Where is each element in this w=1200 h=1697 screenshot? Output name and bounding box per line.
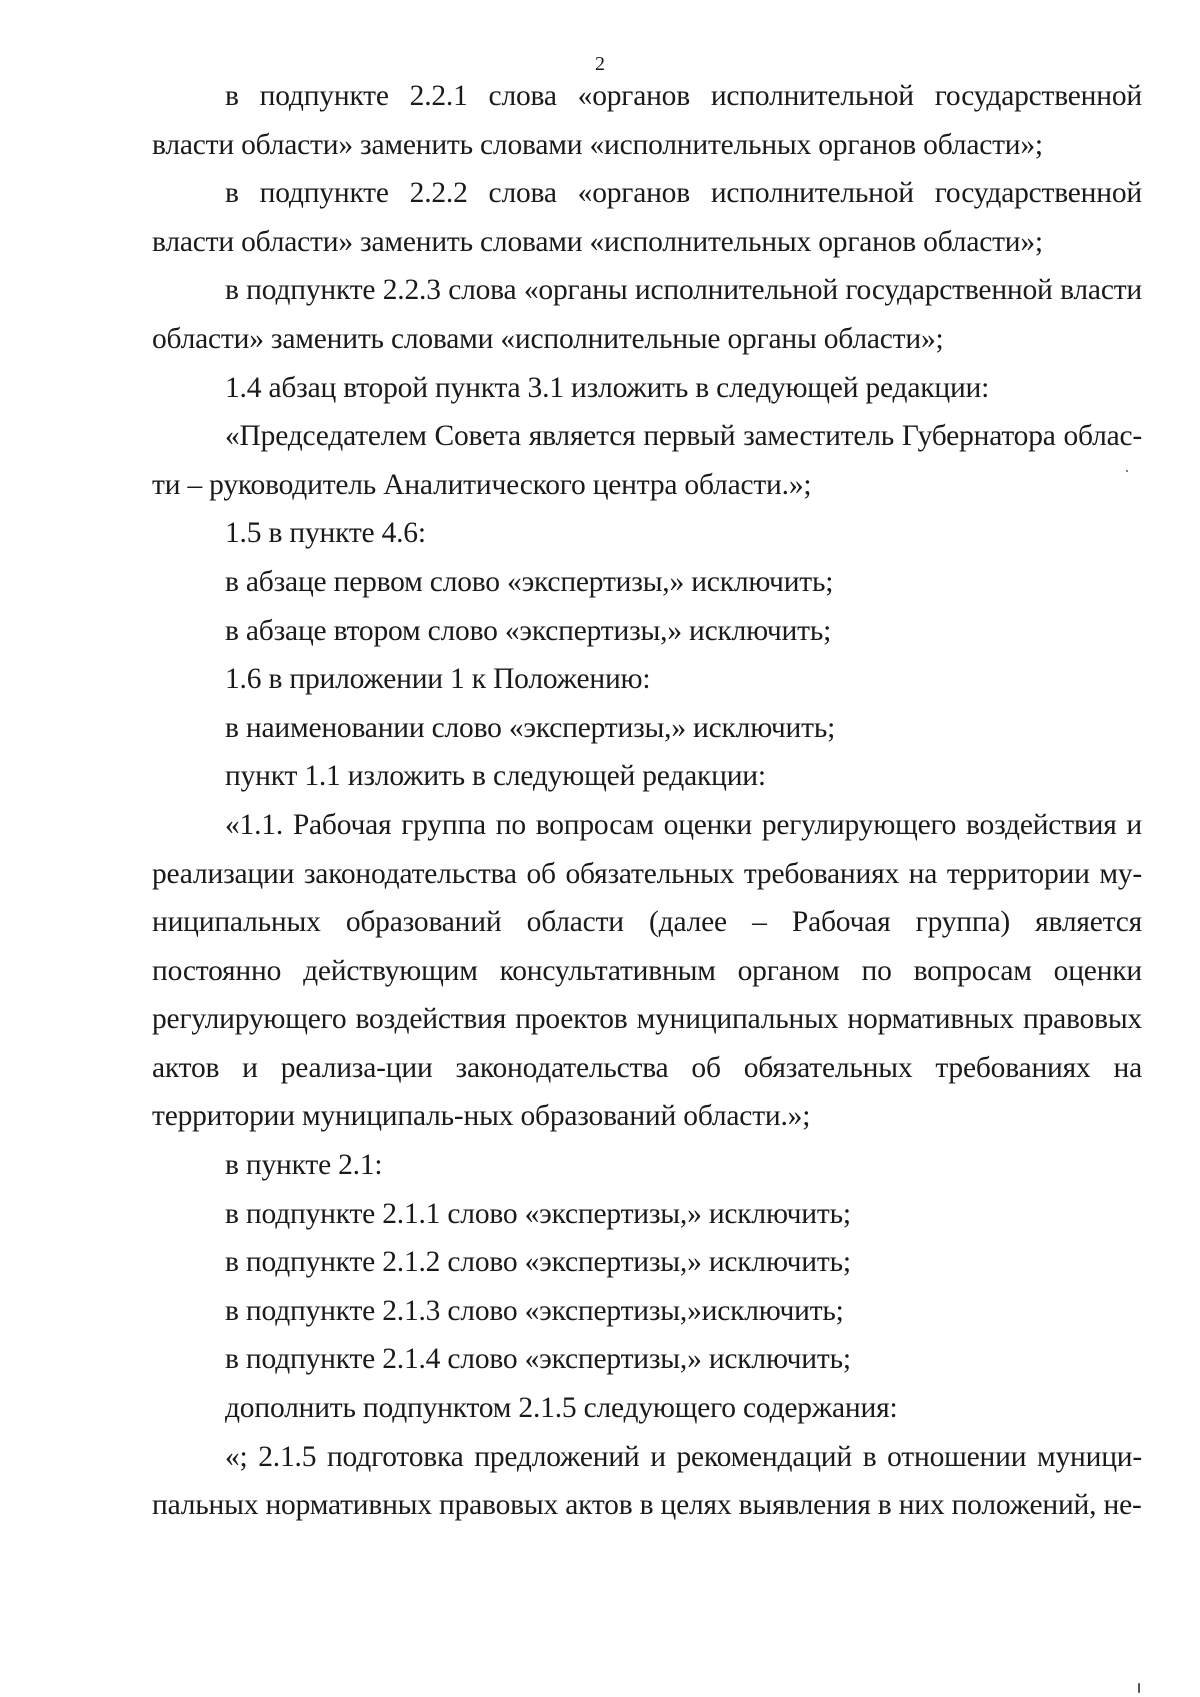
- paragraph-2-1-3: в подпункте 2.1.3 слово «экспертизы,»исключить;: [225, 1294, 844, 1327]
- paragraph-2-1-1: в подпункте 2.1.1 слово «экспертизы,» исключить;: [225, 1197, 851, 1230]
- page-number: 2: [595, 53, 605, 75]
- paragraph-naming: в наименовании слово «экспертизы,» исключить;: [225, 711, 836, 744]
- paragraph-2-1-4: в подпункте 2.1.4 слово «экспертизы,» исключить;: [225, 1343, 851, 1376]
- document-body: [152, 72, 1142, 1530]
- paragraph-2-1-5: «; 2.1.5 подготовка предложений и рекомендаций в отношении муници-пальных нормативных правовых актов в целях выявления в них положений, не-: [152, 1440, 1142, 1522]
- paragraph-working-group: «1.1. Рабочая группа по вопросам оценки регулирующего воздействия и реализации законодательства об обязательных требованиях на территории му-ниципальных образований области (далее – Рабочая группа) является постоянно действующим консультативным органом по вопросам оценки регулирующего воздействия проектов муниципальных нормативных правовых актов и реализа-ции законодательства об обязательных требованиях на территории муниципаль-ных образований области.»;: [152, 808, 1142, 1133]
- paragraph-2-2-1: в подпункте 2.2.1 слова «органов исполнительной государственной власти области» заменить словами «исполнительных органов области»;: [152, 80, 1142, 161]
- paragraph-2-1-2: в подпункте 2.1.2 слово «экспертизы,» исключить;: [225, 1246, 851, 1279]
- scan-speck: [1126, 470, 1128, 472]
- paragraph-1-5: 1.5 в пункте 4.6:: [225, 517, 426, 550]
- paragraph-2-2-3: в подпункте 2.2.3 слова «органы исполнительной государственной власти области» заменить словами «исполнительные органы области»;: [152, 274, 1142, 355]
- paragraph-second-abzac: в абзаце втором слово «экспертизы,» исключить;: [225, 614, 832, 647]
- paragraph-council-chair: «Председателем Совета является первый заместитель Губернатора облас-ти – руководитель Аналитического центра области.»;: [152, 420, 1142, 501]
- paragraph-1-6: 1.6 в приложении 1 к Положению:: [225, 663, 651, 696]
- paragraph-first-abzac: в абзаце первом слово «экспертизы,» исключить;: [225, 565, 834, 598]
- paragraph-2-1: в пункте 2.1:: [225, 1149, 383, 1182]
- paragraph-item-1-1: пункт 1.1 изложить в следующей редакции:: [225, 760, 766, 793]
- paragraph-add-2-1-5: дополнить подпунктом 2.1.5 следующего содержания:: [225, 1392, 898, 1425]
- scan-speck: [1138, 1683, 1140, 1693]
- paragraph-2-2-2: в подпункте 2.2.2 слова «органов исполнительной государственной власти области» заменить словами «исполнительных органов области»;: [152, 177, 1142, 258]
- paragraph-1-4: 1.4 абзац второй пункта 3.1 изложить в следующей редакции:: [225, 371, 990, 404]
